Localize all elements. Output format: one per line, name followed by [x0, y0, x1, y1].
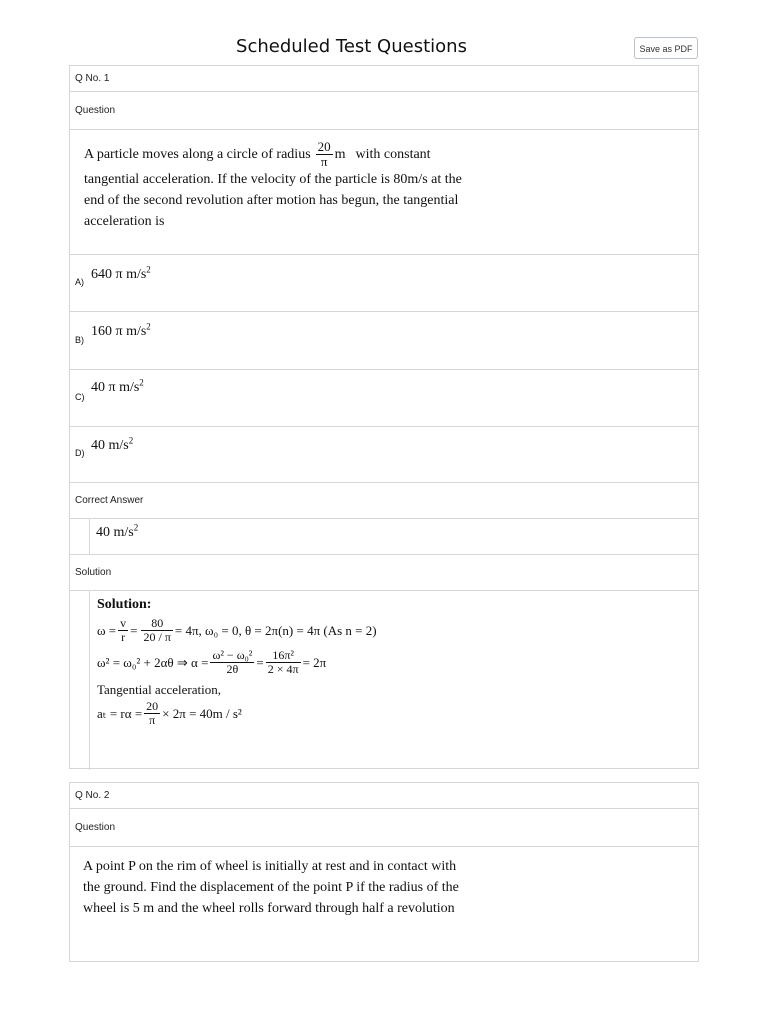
option-value: 40 $m/s^2$: [91, 435, 134, 453]
question-card-2: [69, 782, 699, 962]
question-text-mid: with constant: [355, 147, 431, 162]
question-label: Question: [75, 105, 116, 116]
correct-answer-label-row: [70, 483, 698, 519]
option-value: 640 π $m/s^2$: [91, 264, 151, 282]
correct-answer-body: [70, 519, 698, 555]
solution-body: [70, 591, 698, 770]
option-c[interactable]: [70, 370, 698, 427]
radius-denominator: π: [320, 154, 328, 169]
option-letter: D): [75, 448, 85, 458]
option-value: 160 π $m/s^2$: [91, 321, 151, 339]
solution-label-row: [70, 555, 698, 591]
option-letter: B): [75, 335, 84, 345]
question-body: [70, 847, 698, 961]
question-number-row: [70, 783, 698, 809]
answer-indent-rule: [89, 519, 90, 554]
question-card-1: [69, 65, 699, 769]
option-letter: A): [75, 277, 84, 287]
question-body: [70, 130, 698, 255]
option-value: 40 π $m/s^2$: [91, 377, 144, 395]
radius-unit: m: [334, 147, 346, 162]
question-text: [84, 140, 464, 232]
radius-fraction: [316, 140, 333, 169]
question-text-rest: tangential acceleration. If the velocity of the particle is 80m/s at the end of the second revolution after motion has begun, the tangential acceleration is: [84, 172, 462, 229]
solution-line-3: Tangential acceleration,: [97, 682, 221, 697]
correct-answer-value: 40 $m/s^2$: [96, 522, 139, 540]
solution-content: [97, 597, 377, 727]
solution-line-4: aₜ = rα = $\frac{20}{\pi}$ × 2π = 40m / s²: [97, 699, 242, 727]
question-number: Q No. 1: [75, 73, 110, 84]
question-text-start: A particle moves along a circle of radius: [84, 147, 311, 162]
question-label-row: [70, 92, 698, 130]
page-title: Scheduled Test Questions: [236, 36, 467, 57]
option-b[interactable]: [70, 312, 698, 370]
question-label: Question: [75, 822, 116, 833]
question-text: A point P on the rim of wheel is initially at rest and in contact with the ground. Find the displacement of the point P if the radius of the wheel is 5 m and the wheel rolls forward through half a revolution: [83, 859, 459, 916]
save-as-pdf-button[interactable]: Save as PDF: [634, 37, 698, 59]
solution-indent-rule: [89, 591, 90, 770]
option-a[interactable]: [70, 255, 698, 312]
solution-label: Solution: [75, 567, 112, 578]
option-letter: C): [75, 392, 85, 402]
solution-line-2: ω² = ω₀² + 2αθ ⇒ α = $\frac{\text{ω² − ω₀²}}{2\theta}$ = $\frac{\text{16π²}}{2 \times 4\pi}$ = 2π: [97, 648, 327, 676]
solution-line-1: ω = $\frac{v}{r}$ = $\frac{80}{20 / \pi}$ = 4π, ω₀ = 0, θ = 2π(n) = 4π (As n = 2): [97, 616, 377, 644]
question-label-row: [70, 809, 698, 847]
solution-heading: Solution:: [97, 597, 152, 612]
option-d[interactable]: [70, 427, 698, 483]
question-number-row: [70, 66, 698, 92]
page-header: [0, 36, 768, 60]
radius-numerator: 20: [317, 139, 331, 154]
question-number: Q No. 2: [75, 790, 110, 801]
correct-answer-label: Correct Answer: [75, 495, 144, 506]
